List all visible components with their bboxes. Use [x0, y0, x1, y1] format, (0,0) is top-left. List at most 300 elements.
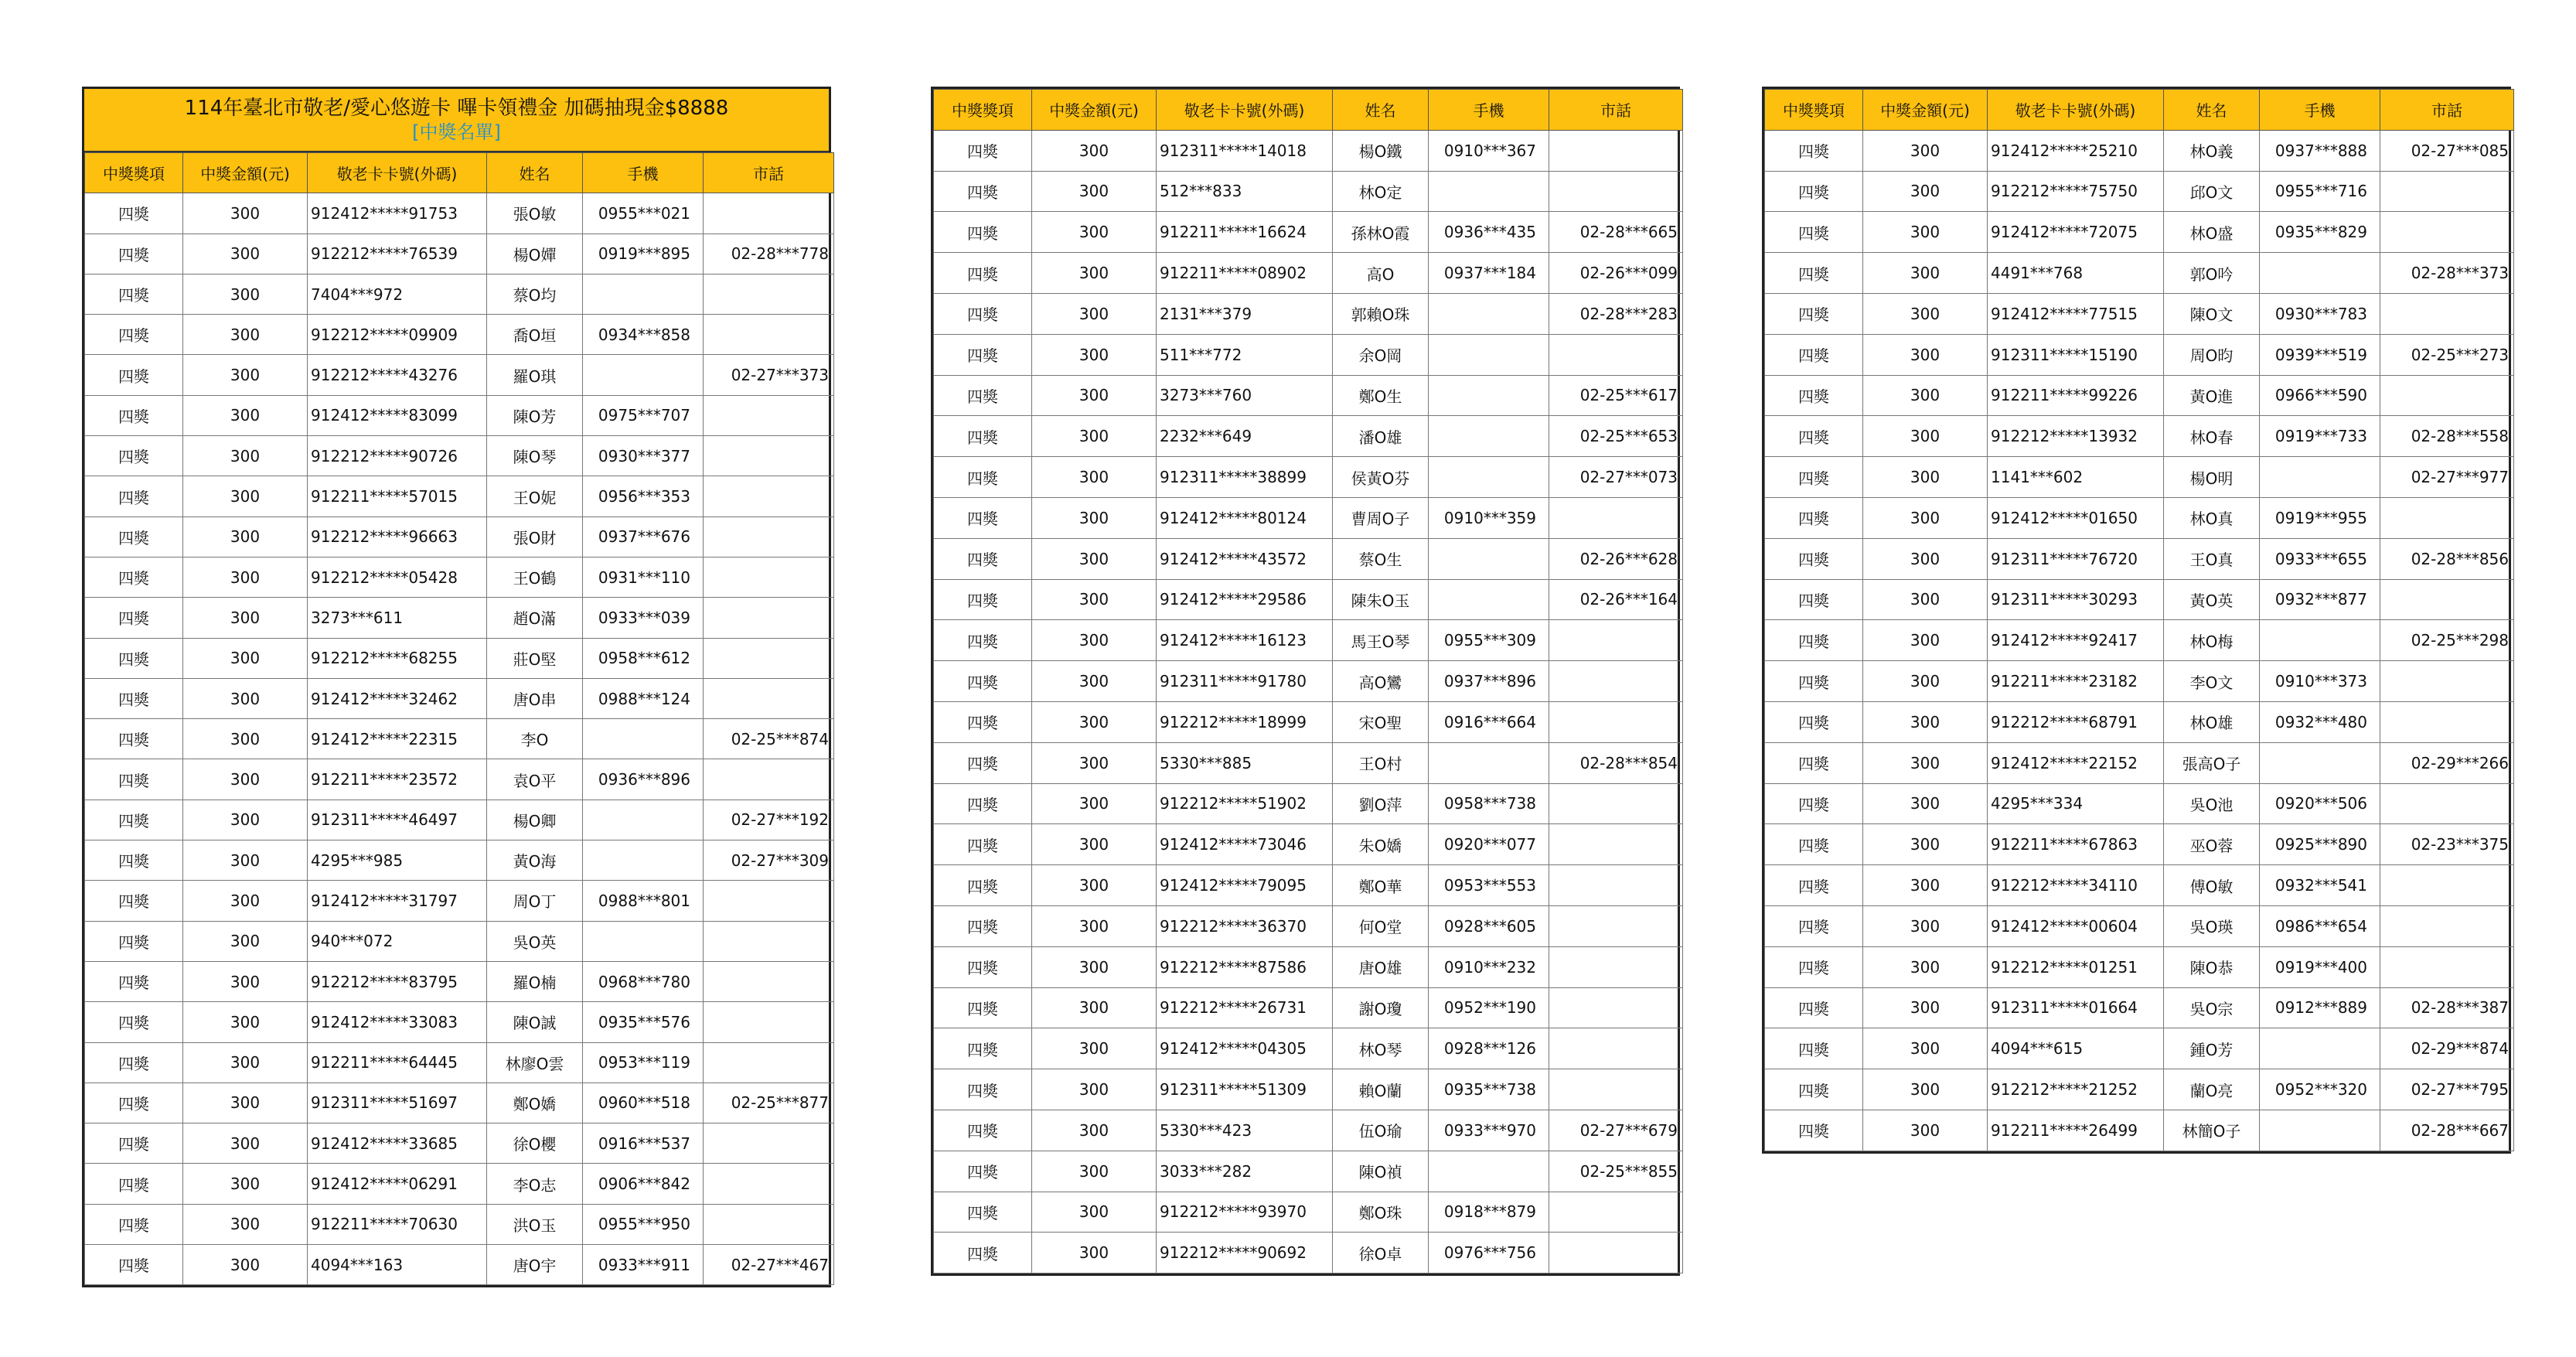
amount-cell: 300	[1032, 130, 1157, 171]
landline-cell	[2380, 783, 2514, 824]
mobile-cell	[2260, 620, 2380, 661]
amount-cell: 300	[183, 840, 308, 881]
landline-cell: 02-27***467	[704, 1245, 834, 1285]
prize-cell: 四獎	[1765, 253, 1863, 294]
name-cell: 何O堂	[1333, 905, 1429, 946]
prize-cell: 四獎	[85, 1204, 183, 1244]
mobile-cell	[2260, 742, 2380, 783]
amount-cell: 300	[1032, 661, 1157, 702]
name-cell: 曹周O子	[1333, 497, 1429, 538]
mobile-cell	[1429, 334, 1549, 375]
table-row	[85, 315, 834, 355]
landline-cell: 02-27***073	[1549, 457, 1683, 498]
name-cell: 高O	[1333, 253, 1429, 294]
mobile-cell: 0932***480	[2260, 701, 2380, 742]
mobile-cell: 0935***576	[583, 1002, 704, 1042]
prize-cell: 四獎	[1765, 457, 1863, 498]
name-cell: 唐O雄	[1333, 946, 1429, 987]
card-number-cell: 912412*****22152	[1988, 742, 2164, 783]
prize-cell: 四獎	[934, 865, 1032, 906]
name-cell: 楊O嬋	[487, 234, 583, 274]
mobile-cell: 0932***877	[2260, 579, 2380, 620]
card-number-cell: 912311*****51697	[308, 1083, 487, 1123]
prize-cell: 四獎	[1765, 293, 1863, 334]
title-banner	[84, 89, 829, 152]
prize-cell: 四獎	[85, 719, 183, 759]
header-name: 姓名	[487, 153, 583, 193]
name-cell: 張O敏	[487, 193, 583, 234]
header-mobile: 手機	[1429, 90, 1549, 131]
card-number-cell: 4295***334	[1988, 783, 2164, 824]
landline-cell: 02-25***874	[704, 719, 834, 759]
table-row	[1765, 212, 2514, 253]
table-row	[934, 824, 1683, 865]
prize-cell: 四獎	[1765, 497, 1863, 538]
name-cell: 鄭O珠	[1333, 1192, 1429, 1233]
prize-cell: 四獎	[934, 1110, 1032, 1151]
landline-cell	[1549, 620, 1683, 661]
mobile-cell	[2260, 457, 2380, 498]
card-number-cell: 3273***760	[1157, 375, 1333, 416]
mobile-cell: 0955***950	[583, 1204, 704, 1244]
mobile-cell: 0930***377	[583, 436, 704, 476]
mobile-cell: 0960***518	[583, 1083, 704, 1123]
amount-cell: 300	[1863, 865, 1988, 906]
table-row	[85, 1204, 834, 1244]
prize-cell: 四獎	[934, 457, 1032, 498]
amount-cell: 300	[1032, 1233, 1157, 1273]
name-cell: 趙O滿	[487, 598, 583, 638]
table-row	[85, 557, 834, 597]
header-name: 姓名	[1333, 90, 1429, 131]
amount-cell: 300	[1032, 620, 1157, 661]
name-cell: 林簡O子	[2164, 1110, 2260, 1151]
card-number-cell: 5330***885	[1157, 742, 1333, 783]
table-row	[85, 678, 834, 718]
mobile-cell: 0918***879	[1429, 1192, 1549, 1233]
amount-cell: 300	[183, 719, 308, 759]
mobile-cell: 0919***895	[583, 234, 704, 274]
name-cell: 王O村	[1333, 742, 1429, 783]
landline-cell: 02-25***298	[2380, 620, 2514, 661]
table-row	[1765, 130, 2514, 171]
mobile-cell: 0975***707	[583, 395, 704, 435]
landline-cell	[2380, 865, 2514, 906]
prize-cell: 四獎	[934, 1192, 1032, 1233]
mobile-cell: 0958***612	[583, 638, 704, 678]
landline-cell	[1549, 905, 1683, 946]
card-number-cell: 912412*****22315	[308, 719, 487, 759]
prize-cell: 四獎	[1765, 905, 1863, 946]
mobile-cell: 0920***077	[1429, 824, 1549, 865]
mobile-cell: 0937***676	[583, 517, 704, 557]
amount-cell: 300	[1863, 497, 1988, 538]
card-number-cell: 912211*****26499	[1988, 1110, 2164, 1151]
amount-cell: 300	[1863, 620, 1988, 661]
header-prize: 中獎獎項	[1765, 90, 1863, 131]
winners-table-1	[82, 87, 831, 1287]
mobile-cell: 0952***320	[2260, 1069, 2380, 1110]
amount-cell: 300	[183, 1123, 308, 1164]
landline-cell	[1549, 171, 1683, 212]
prize-cell: 四獎	[934, 620, 1032, 661]
table-row	[85, 1002, 834, 1042]
mobile-cell: 0936***896	[583, 759, 704, 800]
prize-cell: 四獎	[1765, 946, 1863, 987]
landline-cell	[704, 517, 834, 557]
amount-cell: 300	[1863, 538, 1988, 579]
prize-cell: 四獎	[85, 881, 183, 921]
landline-cell	[704, 678, 834, 718]
name-cell: 吳O宗	[2164, 987, 2260, 1028]
table-row	[1765, 620, 2514, 661]
amount-cell: 300	[1863, 1028, 1988, 1069]
name-cell: 馬王O琴	[1333, 620, 1429, 661]
mobile-cell: 0986***654	[2260, 905, 2380, 946]
mobile-cell	[1429, 1151, 1549, 1192]
mobile-cell: 0925***890	[2260, 824, 2380, 865]
table-body	[934, 130, 1683, 1273]
amount-cell: 300	[1032, 334, 1157, 375]
prize-cell: 四獎	[934, 824, 1032, 865]
table-row	[1765, 497, 2514, 538]
table-row	[85, 517, 834, 557]
prize-cell: 四獎	[85, 436, 183, 476]
prize-cell: 四獎	[85, 840, 183, 881]
mobile-cell: 0958***738	[1429, 783, 1549, 824]
name-cell: 徐O櫻	[487, 1123, 583, 1164]
mobile-cell: 0937***896	[1429, 661, 1549, 702]
card-number-cell: 912311*****91780	[1157, 661, 1333, 702]
amount-cell: 300	[1032, 946, 1157, 987]
amount-cell: 300	[1863, 742, 1988, 783]
mobile-cell: 0936***435	[1429, 212, 1549, 253]
table-row	[85, 759, 834, 800]
mobile-cell: 0910***373	[2260, 661, 2380, 702]
card-number-cell: 912412*****32462	[308, 678, 487, 718]
card-number-cell: 912212*****21252	[1988, 1069, 2164, 1110]
table-row	[85, 1083, 834, 1123]
table-row	[934, 620, 1683, 661]
table-row	[934, 865, 1683, 906]
prize-cell: 四獎	[934, 171, 1032, 212]
card-number-cell: 912212*****34110	[1988, 865, 2164, 906]
table-row	[934, 253, 1683, 294]
card-number-cell: 912412*****06291	[308, 1164, 487, 1204]
amount-cell: 300	[1863, 293, 1988, 334]
table-row	[85, 395, 834, 435]
card-number-cell: 912212*****68791	[1988, 701, 2164, 742]
landline-cell	[1549, 946, 1683, 987]
table-row	[934, 457, 1683, 498]
card-number-cell: 940***072	[308, 921, 487, 961]
landline-cell	[2380, 293, 2514, 334]
card-number-cell: 912212*****26731	[1157, 987, 1333, 1028]
landline-cell: 02-28***778	[704, 234, 834, 274]
table-row	[934, 946, 1683, 987]
name-cell: 蘭O亮	[2164, 1069, 2260, 1110]
card-number-cell: 912412*****04305	[1157, 1028, 1333, 1069]
table-row	[85, 476, 834, 517]
landline-cell: 02-28***373	[2380, 253, 2514, 294]
amount-cell: 300	[1032, 987, 1157, 1028]
landline-cell: 02-27***192	[704, 800, 834, 840]
table-row	[1765, 701, 2514, 742]
prize-cell: 四獎	[85, 800, 183, 840]
name-cell: 喬O垣	[487, 315, 583, 355]
mobile-cell: 0952***190	[1429, 987, 1549, 1028]
amount-cell: 300	[1863, 579, 1988, 620]
card-number-cell: 912311*****76720	[1988, 538, 2164, 579]
document-subtitle: [中獎名單]	[412, 121, 501, 143]
card-number-cell: 912412*****72075	[1988, 212, 2164, 253]
landline-cell	[704, 921, 834, 961]
table-row	[934, 334, 1683, 375]
name-cell: 鄭O嬌	[487, 1083, 583, 1123]
amount-cell: 300	[1863, 334, 1988, 375]
table-row	[934, 375, 1683, 416]
prize-cell: 四獎	[934, 1028, 1032, 1069]
landline-cell	[2380, 171, 2514, 212]
mobile-cell: 0956***353	[583, 476, 704, 517]
landline-cell: 02-27***085	[2380, 130, 2514, 171]
landline-cell: 02-27***977	[2380, 457, 2514, 498]
mobile-cell: 0932***541	[2260, 865, 2380, 906]
card-number-cell: 912211*****16624	[1157, 212, 1333, 253]
table-row	[934, 1233, 1683, 1273]
card-number-cell: 912212*****01251	[1988, 946, 2164, 987]
amount-cell: 300	[1863, 946, 1988, 987]
card-number-cell: 912311*****38899	[1157, 457, 1333, 498]
table-row	[1765, 905, 2514, 946]
name-cell: 陳O芳	[487, 395, 583, 435]
amount-cell: 300	[1032, 1028, 1157, 1069]
landline-cell: 02-23***375	[2380, 824, 2514, 865]
name-cell: 林O真	[2164, 497, 2260, 538]
table-row	[1765, 457, 2514, 498]
name-cell: 李O文	[2164, 661, 2260, 702]
card-number-cell: 912212*****76539	[308, 234, 487, 274]
table-row	[85, 193, 834, 234]
card-number-cell: 912412*****01650	[1988, 497, 2164, 538]
amount-cell: 300	[1032, 742, 1157, 783]
table-row	[1765, 253, 2514, 294]
card-number-cell: 912311*****14018	[1157, 130, 1333, 171]
name-cell: 鄭O生	[1333, 375, 1429, 416]
landline-cell: 02-28***665	[1549, 212, 1683, 253]
name-cell: 潘O雄	[1333, 416, 1429, 457]
table-body	[1765, 130, 2514, 1151]
name-cell: 朱O嬌	[1333, 824, 1429, 865]
mobile-cell: 0976***756	[1429, 1233, 1549, 1273]
name-cell: 陳O文	[2164, 293, 2260, 334]
prize-cell: 四獎	[1765, 865, 1863, 906]
amount-cell: 300	[1032, 824, 1157, 865]
name-cell: 巫O蓉	[2164, 824, 2260, 865]
mobile-cell: 0988***124	[583, 678, 704, 718]
mobile-cell	[2260, 1028, 2380, 1069]
prize-cell: 四獎	[934, 579, 1032, 620]
prize-cell: 四獎	[934, 334, 1032, 375]
card-number-cell: 4295***985	[308, 840, 487, 881]
landline-cell: 02-27***679	[1549, 1110, 1683, 1151]
amount-cell: 300	[1032, 497, 1157, 538]
header-card-number: 敬老卡卡號(外碼)	[1157, 90, 1333, 131]
card-number-cell: 912212*****18999	[1157, 701, 1333, 742]
name-cell: 宋O聖	[1333, 701, 1429, 742]
landline-cell: 02-26***164	[1549, 579, 1683, 620]
mobile-cell: 0953***119	[583, 1042, 704, 1083]
amount-cell: 300	[1863, 375, 1988, 416]
name-cell: 林O定	[1333, 171, 1429, 212]
landline-cell: 02-28***387	[2380, 987, 2514, 1028]
prize-cell: 四獎	[1765, 375, 1863, 416]
card-number-cell: 912212*****51902	[1157, 783, 1333, 824]
table-row	[934, 416, 1683, 457]
card-number-cell: 1141***602	[1988, 457, 2164, 498]
prize-cell: 四獎	[1765, 661, 1863, 702]
name-cell: 楊O鐵	[1333, 130, 1429, 171]
prize-cell: 四獎	[85, 395, 183, 435]
card-number-cell: 912412*****00604	[1988, 905, 2164, 946]
landline-cell	[2380, 375, 2514, 416]
name-cell: 林O琴	[1333, 1028, 1429, 1069]
prize-cell: 四獎	[1765, 212, 1863, 253]
table-header-row	[934, 90, 1683, 131]
card-number-cell: 912212*****83795	[308, 961, 487, 1001]
card-number-cell: 912412*****92417	[1988, 620, 2164, 661]
landline-cell: 02-29***266	[2380, 742, 2514, 783]
table-row	[85, 598, 834, 638]
amount-cell: 300	[183, 274, 308, 314]
landline-cell: 02-27***795	[2380, 1069, 2514, 1110]
table-row	[1765, 293, 2514, 334]
card-number-cell: 912211*****23182	[1988, 661, 2164, 702]
prize-cell: 四獎	[1765, 824, 1863, 865]
card-number-cell: 912412*****25210	[1988, 130, 2164, 171]
header-prize: 中獎獎項	[934, 90, 1032, 131]
amount-cell: 300	[183, 395, 308, 435]
table-row	[85, 921, 834, 961]
card-number-cell: 511***772	[1157, 334, 1333, 375]
amount-cell: 300	[183, 1245, 308, 1285]
header-landline: 市話	[704, 153, 834, 193]
prize-cell: 四獎	[1765, 538, 1863, 579]
mobile-cell: 0931***110	[583, 557, 704, 597]
name-cell: 羅O楠	[487, 961, 583, 1001]
name-cell: 莊O堅	[487, 638, 583, 678]
prize-cell: 四獎	[85, 274, 183, 314]
prize-cell: 四獎	[934, 416, 1032, 457]
landline-cell	[2380, 946, 2514, 987]
mobile-cell: 0920***506	[2260, 783, 2380, 824]
landline-cell	[704, 961, 834, 1001]
name-cell: 林O雄	[2164, 701, 2260, 742]
card-number-cell: 2131***379	[1157, 293, 1333, 334]
card-number-cell: 512***833	[1157, 171, 1333, 212]
amount-cell: 300	[1863, 987, 1988, 1028]
amount-cell: 300	[1032, 1110, 1157, 1151]
table-row	[934, 783, 1683, 824]
card-number-cell: 912211*****23572	[308, 759, 487, 800]
amount-cell: 300	[1863, 457, 1988, 498]
name-cell: 黃O英	[2164, 579, 2260, 620]
landline-cell	[704, 1002, 834, 1042]
landline-cell	[1549, 661, 1683, 702]
amount-cell: 300	[183, 476, 308, 517]
card-number-cell: 912212*****68255	[308, 638, 487, 678]
name-cell: 伍O瑜	[1333, 1110, 1429, 1151]
prize-cell: 四獎	[85, 1123, 183, 1164]
name-cell: 楊O卿	[487, 800, 583, 840]
prize-cell: 四獎	[934, 293, 1032, 334]
winners-table-3	[1762, 87, 2511, 1154]
table-body	[85, 193, 834, 1285]
table-row	[85, 800, 834, 840]
mobile-cell: 0933***655	[2260, 538, 2380, 579]
prize-cell: 四獎	[934, 987, 1032, 1028]
amount-cell: 300	[183, 1164, 308, 1204]
header-name: 姓名	[2164, 90, 2260, 131]
table-row	[85, 961, 834, 1001]
header-mobile: 手機	[583, 153, 704, 193]
card-number-cell: 7404***972	[308, 274, 487, 314]
name-cell: 余O岡	[1333, 334, 1429, 375]
card-number-cell: 912412*****79095	[1157, 865, 1333, 906]
prize-cell: 四獎	[1765, 130, 1863, 171]
name-cell: 林O盛	[2164, 212, 2260, 253]
mobile-cell	[1429, 457, 1549, 498]
document-title: 114年臺北市敬老/愛心悠遊卡 嗶卡領禮金 加碼抽現金$8888	[184, 97, 729, 120]
name-cell: 唐O宇	[487, 1245, 583, 1285]
card-number-cell: 912412*****33685	[308, 1123, 487, 1164]
prize-cell: 四獎	[934, 1233, 1032, 1273]
amount-cell: 300	[1032, 579, 1157, 620]
card-number-cell: 912412*****16123	[1157, 620, 1333, 661]
prize-cell: 四獎	[934, 946, 1032, 987]
amount-cell: 300	[183, 557, 308, 597]
prize-cell: 四獎	[1765, 171, 1863, 212]
amount-cell: 300	[1863, 905, 1988, 946]
mobile-cell: 0968***780	[583, 961, 704, 1001]
prize-cell: 四獎	[85, 315, 183, 355]
landline-cell: 02-28***283	[1549, 293, 1683, 334]
card-number-cell: 3273***611	[308, 598, 487, 638]
prize-cell: 四獎	[85, 1002, 183, 1042]
name-cell: 孫林O霞	[1333, 212, 1429, 253]
table-row	[1765, 579, 2514, 620]
card-number-cell: 912212*****09909	[308, 315, 487, 355]
card-number-cell: 912211*****64445	[308, 1042, 487, 1083]
table-row	[1765, 987, 2514, 1028]
amount-cell: 300	[183, 355, 308, 395]
name-cell: 陳O琴	[487, 436, 583, 476]
name-cell: 吳O瑛	[2164, 905, 2260, 946]
prize-cell: 四獎	[85, 1042, 183, 1083]
name-cell: 袁O平	[487, 759, 583, 800]
amount-cell: 300	[1863, 824, 1988, 865]
card-number-cell: 2232***649	[1157, 416, 1333, 457]
prize-cell: 四獎	[85, 1083, 183, 1123]
amount-cell: 300	[183, 517, 308, 557]
table-row	[934, 538, 1683, 579]
table-row	[934, 212, 1683, 253]
amount-cell: 300	[1032, 701, 1157, 742]
landline-cell: 02-27***373	[704, 355, 834, 395]
prize-cell: 四獎	[85, 193, 183, 234]
prize-cell: 四獎	[85, 921, 183, 961]
mobile-cell: 0933***911	[583, 1245, 704, 1285]
